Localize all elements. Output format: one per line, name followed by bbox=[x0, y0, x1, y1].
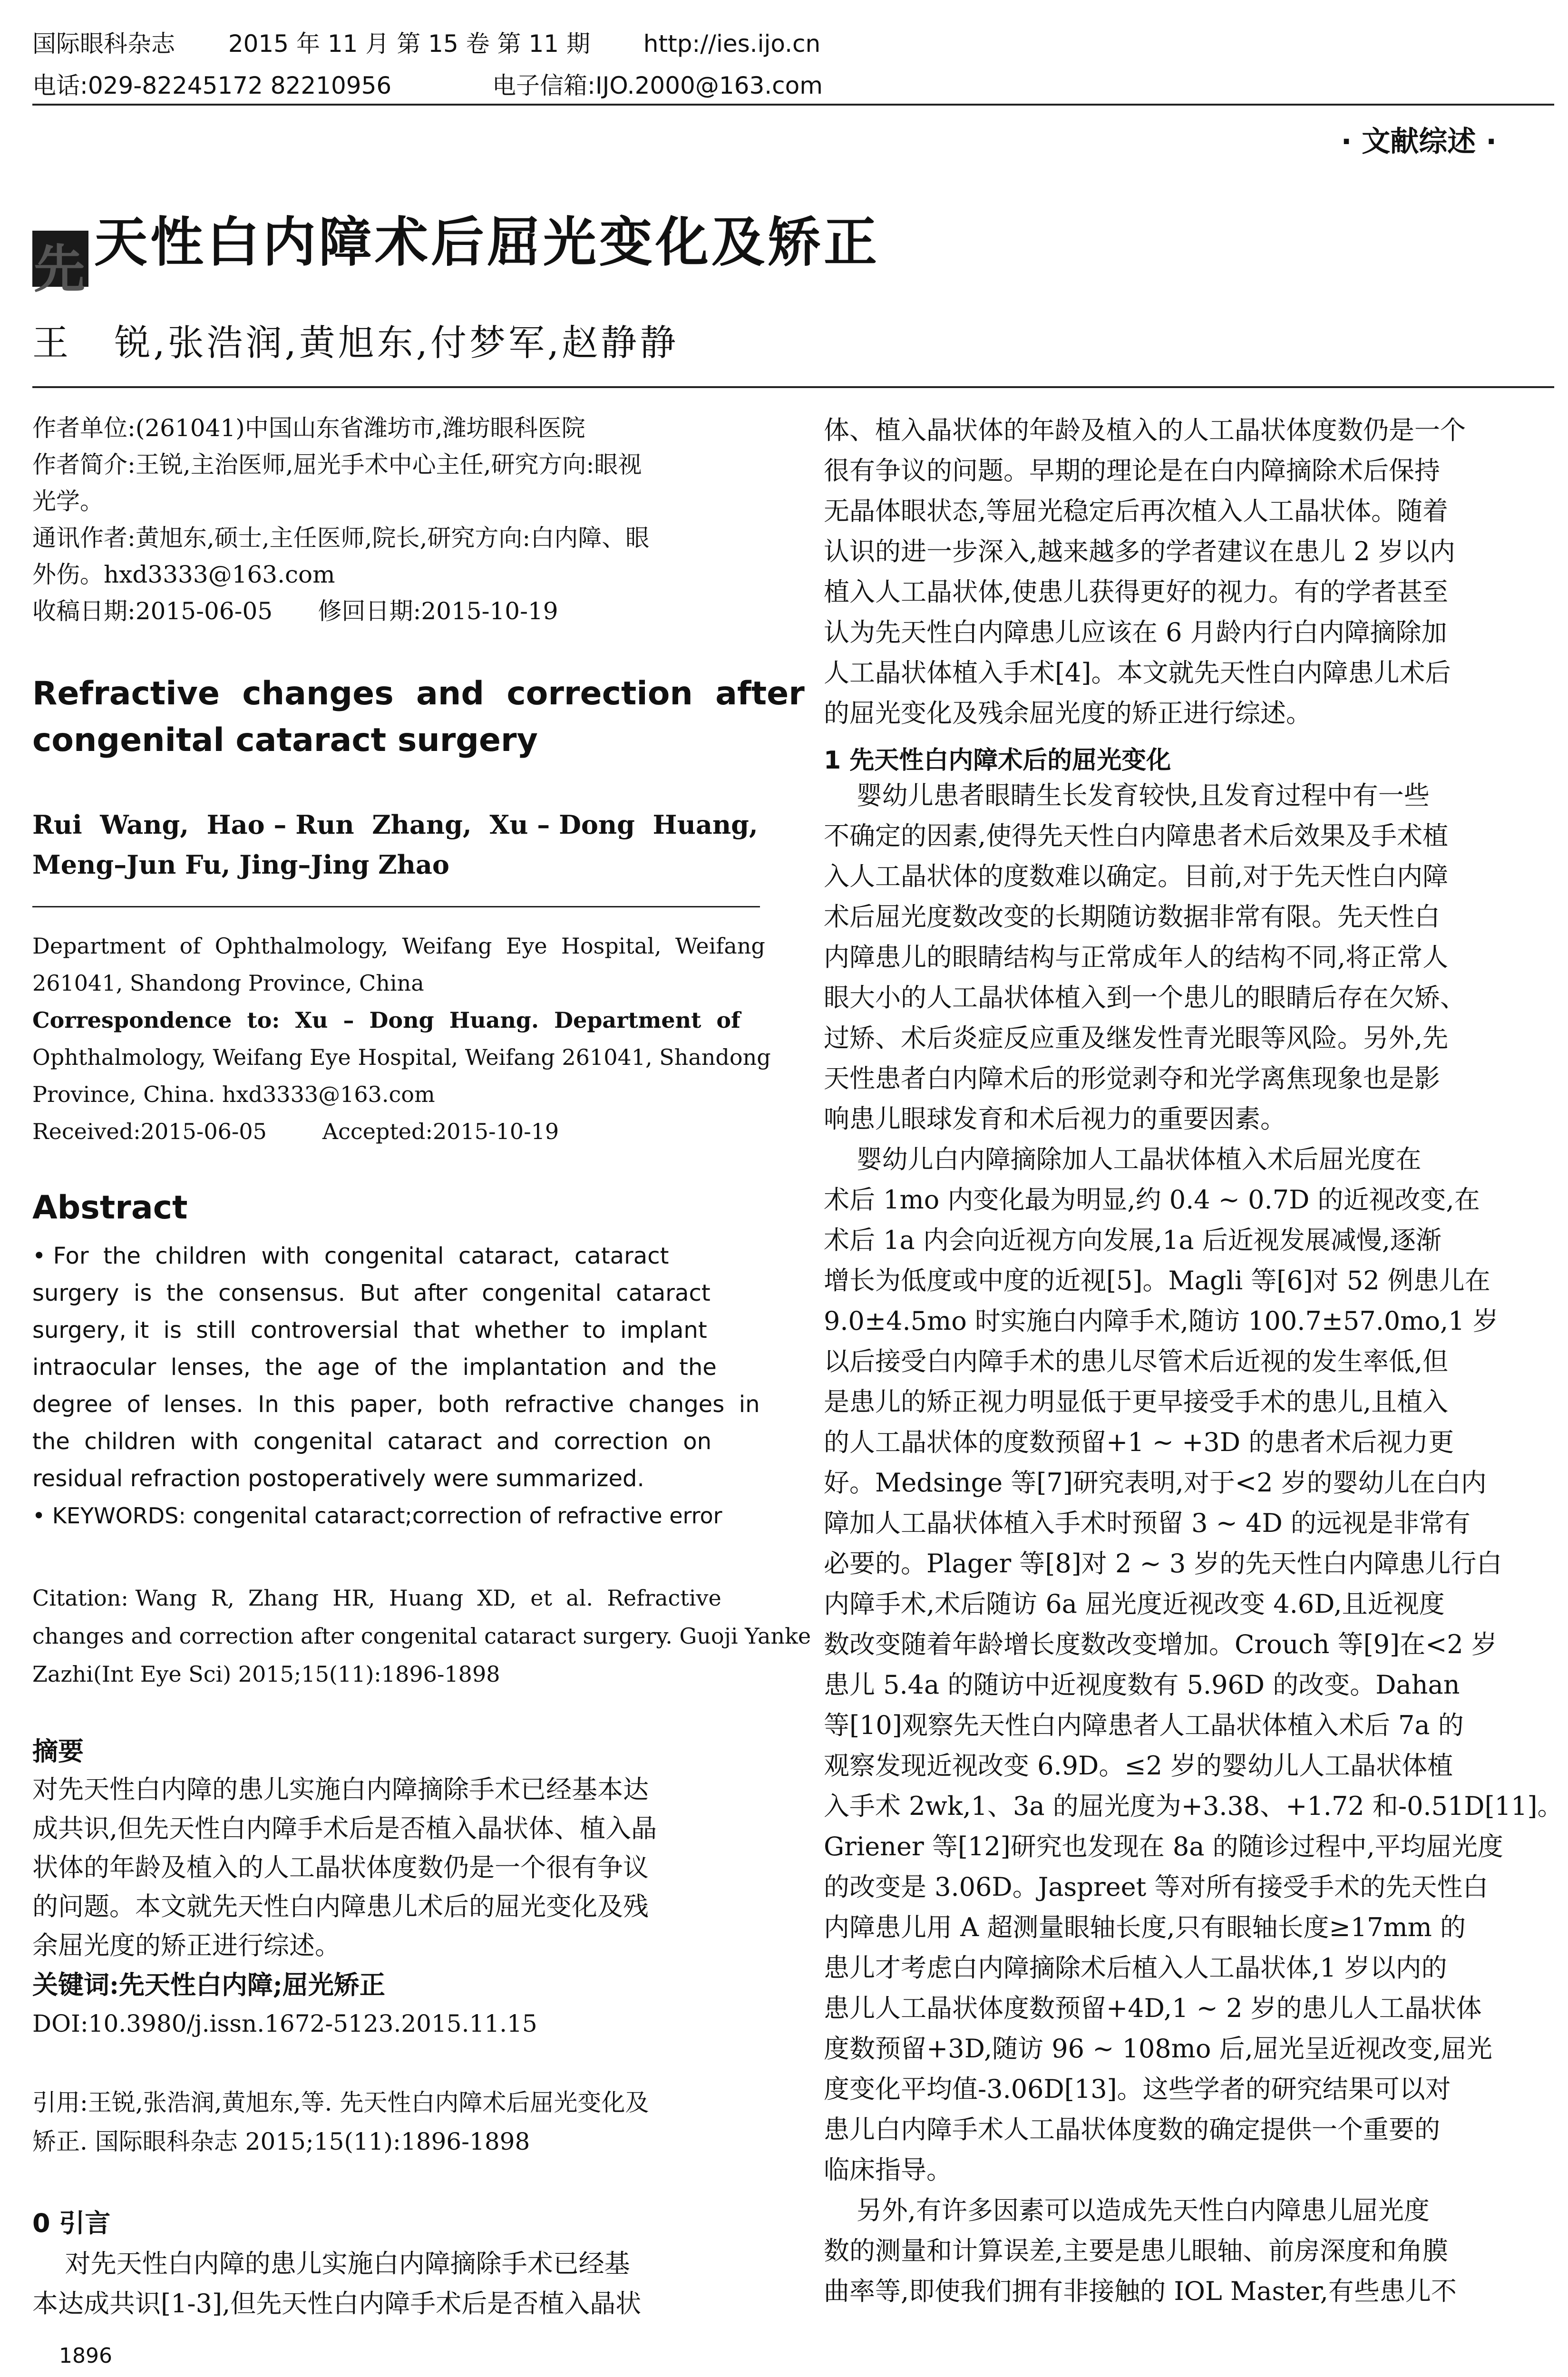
abstract-line: • For the children with congenital cataract, cataract bbox=[32, 1243, 669, 1269]
keywords-cn: 关键词:先天性白内障;屈光矫正 bbox=[32, 1969, 385, 2000]
cn-abstract-body bbox=[32, 1770, 765, 2043]
body-line: 内障患儿的眼睛结构与正常成年人的结构不同,将正常人 bbox=[824, 942, 1449, 972]
correspondence-line: Correspondence to: Xu – Dong Huang. Department of bbox=[32, 1007, 740, 1033]
body-line: 植入人工晶状体,使患儿获得更好的视力。有的学者甚至 bbox=[824, 577, 1449, 607]
citation-line: Citation: Wang R, Zhang HR, Huang XD, et al. Refractive bbox=[32, 1585, 721, 1611]
intro-line: 本达成共识[1-3],但先天性白内障手术后是否植入晶状 bbox=[32, 2289, 642, 2319]
body-line: 度变化平均值-3.06D[13]。这些学者的研究结果可以对 bbox=[824, 2074, 1451, 2104]
abstract-heading: Abstract bbox=[32, 1189, 188, 1227]
cn-abstract-heading: 摘要 bbox=[32, 1736, 84, 1766]
body-line: 术后 1mo 内变化最为明显,约 0.4 ~ 0.7D 的近视改变,在 bbox=[824, 1185, 1480, 1215]
body-line: 好。Medsinge 等[7]研究表明,对于<2 岁的婴幼儿在白内 bbox=[824, 1468, 1487, 1498]
citation-line: Zazhi(Int Eye Sci) 2015;15(11):1896-1898 bbox=[32, 1661, 500, 1687]
body-line: 眼大小的人工晶状体植入到一个患儿的眼睛后存在欠矫、 bbox=[824, 983, 1466, 1013]
affil-line: 通讯作者:黄旭东,硕士,主任医师,院长,研究方向:白内障、眼 bbox=[32, 524, 650, 552]
journal-header bbox=[32, 25, 820, 59]
body-line: 的改变是 3.06D。Jaspreet 等对所有接受手术的先天性白 bbox=[824, 1872, 1489, 1902]
english-title bbox=[32, 671, 805, 764]
body-line: 内障患儿用 A 超测量眼轴长度,只有眼轴长度≥17mm 的 bbox=[824, 1912, 1466, 1942]
journal-name: 国际眼科杂志 bbox=[32, 30, 175, 58]
english-affiliation bbox=[32, 927, 771, 1150]
body-line: 是患儿的矫正视力明显低于更早接受手术的患儿,且植入 bbox=[824, 1387, 1449, 1417]
body-line: 障加人工晶状体植入手术时预留 3 ~ 4D 的远视是非常有 bbox=[824, 1508, 1471, 1538]
abstract-line: intraocular lenses, the age of the implantation and the bbox=[32, 1354, 717, 1381]
abstract-line: surgery, it is still controversial that whether to implant bbox=[32, 1317, 707, 1344]
doi-line: DOI:10.3980/j.issn.1672-5123.2015.11.15 bbox=[32, 2010, 537, 2037]
english-authors bbox=[32, 805, 765, 885]
en-author-line: Meng–Jun Fu, Jing–Jing Zhao bbox=[32, 849, 449, 880]
body-line: 增长为低度或中度的近视[5]。Magli 等[6]对 52 例患儿在 bbox=[824, 1266, 1490, 1296]
intro-heading: 0 引言 bbox=[32, 2208, 111, 2238]
body-line: 术后 1a 内会向近视方向发展,1a 后近视发展减慢,逐渐 bbox=[824, 1225, 1441, 1255]
affil-line: 外伤。hxd3333@163.com bbox=[32, 561, 335, 588]
section-tag: · 文献综述 · bbox=[1341, 125, 1497, 158]
abstract-body bbox=[32, 1237, 765, 1534]
en-affil-line: 261041, Shandong Province, China bbox=[32, 970, 424, 996]
body-line: 度数预留+3D,随访 96 ~ 108mo 后,屈光呈近视改变,屈光 bbox=[824, 2034, 1492, 2064]
en-authors-rule bbox=[32, 906, 760, 907]
affil-line: 作者单位:(261041)中国山东省潍坊市,潍坊眼科医院 bbox=[32, 414, 585, 442]
journal-contact bbox=[32, 67, 823, 101]
cite-cn-line: 矫正. 国际眼科杂志 2015;15(11):1896-1898 bbox=[32, 2128, 530, 2155]
citation-block bbox=[32, 1579, 811, 1693]
body-line: 患儿才考虑白内障摘除术后植入人工晶状体,1 岁以内的 bbox=[824, 1953, 1447, 1983]
en-affil-line: Ophthalmology, Weifang Eye Hospital, Weifang 261041, Shandong bbox=[32, 1044, 771, 1070]
cn-abstract-line: 的问题。本文就先天性白内障患儿术后的屈光变化及残 bbox=[32, 1891, 649, 1921]
body-line: 观察发现近视改变 6.9D。≤2 岁的婴幼儿人工晶状体植 bbox=[824, 1751, 1453, 1781]
body-line: 过矫、术后炎症反应重及继发性青光眼等风险。另外,先 bbox=[824, 1023, 1449, 1053]
abstract-line: the children with congenital cataract and correction on bbox=[32, 1428, 711, 1455]
body-line: 很有争议的问题。早期的理论是在白内障摘除术后保持 bbox=[824, 456, 1440, 486]
journal-email: 电子信箱:IJO.2000@163.com bbox=[492, 72, 823, 99]
affiliation-block bbox=[32, 410, 765, 630]
title-text: 天性白内障术后屈光变化及矫正 bbox=[94, 212, 880, 273]
body-line: 婴幼儿白内障摘除加人工晶状体植入术后屈光度在 bbox=[824, 1144, 1422, 1174]
body-line: 内障手术,术后随访 6a 屈光度近视改变 4.6D,且近视度 bbox=[824, 1589, 1445, 1619]
journal-tel: 电话:029-82245172 82210956 bbox=[32, 72, 392, 99]
en-title-line: congenital cataract surgery bbox=[32, 721, 538, 759]
body-line: 认为先天性白内障患儿应该在 6 月龄内行白内障摘除加 bbox=[824, 617, 1447, 647]
body-line: 数改变随着年龄增长度数改变增加。Crouch 等[9]在<2 岁 bbox=[824, 1629, 1497, 1659]
journal-issue: 2015 年 11 月 第 15 卷 第 11 期 bbox=[228, 30, 590, 58]
authors-cn: 王 锐,张浩润,黄旭东,付梦军,赵静静 bbox=[32, 321, 679, 364]
intro-line: 对先天性白内障的患儿实施白内障摘除手术已经基 bbox=[32, 2249, 630, 2279]
section-1-heading: 1 先天性白内障术后的屈光变化 bbox=[824, 746, 1171, 775]
cn-abstract-line: 对先天性白内障的患儿实施白内障摘除手术已经基本达 bbox=[32, 1774, 649, 1804]
abstract-line: surgery is the consensus. But after congenital cataract bbox=[32, 1280, 711, 1306]
cn-abstract-line: 状体的年龄及植入的人工晶状体度数仍是一个很有争议 bbox=[32, 1852, 649, 1882]
cn-abstract-line: 成共识,但先天性白内障手术后是否植入晶状体、植入晶 bbox=[32, 1813, 657, 1843]
body-line: 另外,有许多因素可以造成先天性白内障患儿屈光度 bbox=[824, 2195, 1430, 2225]
en-affil-line: Department of Ophthalmology, Weifang Eye Hospital, Weifang bbox=[32, 933, 765, 959]
body-line: 9.0±4.5mo 时实施白内障手术,随访 100.7±57.0mo,1 岁 bbox=[824, 1306, 1499, 1336]
en-author-line: Rui Wang, Hao – Run Zhang, Xu – Dong Huang, bbox=[32, 809, 758, 840]
body-line: 认识的进一步深入,越来越多的学者建议在患儿 2 岁以内 bbox=[824, 536, 1455, 566]
body-line: 人工晶状体植入手术[4]。本文就先天性白内障患儿术后 bbox=[824, 658, 1451, 688]
body-line: 婴幼儿患者眼睛生长发育较快,且发育过程中有一些 bbox=[824, 780, 1430, 810]
header-rule bbox=[32, 104, 1554, 106]
body-line: 以后接受白内障手术的患儿尽管术后近视的发生率低,但 bbox=[824, 1346, 1449, 1376]
body-line: 响患儿眼球发育和术后视力的重要因素。 bbox=[824, 1104, 1286, 1134]
body-line: Griener 等[12]研究也发现在 8a 的随诊过程中,平均屈光度 bbox=[824, 1831, 1503, 1861]
body-line: 天性患者白内障术后的形觉剥夺和光学离焦现象也是影 bbox=[824, 1063, 1440, 1093]
body-line: 的屈光变化及残余屈光度的矫正进行综述。 bbox=[824, 698, 1312, 728]
body-line: 入人工晶状体的度数难以确定。目前,对于先天性白内障 bbox=[824, 861, 1449, 891]
intro-body bbox=[32, 2244, 765, 2324]
en-affil-line: Province, China. hxd3333@163.com bbox=[32, 1081, 435, 1107]
body-line: 的人工晶状体的度数预留+1 ~ +3D 的患者术后视力更 bbox=[824, 1427, 1454, 1457]
cite-cn-line: 引用:王锐,张浩润,黄旭东,等. 先天性白内障术后屈光变化及 bbox=[32, 2089, 649, 2116]
journal-url[interactable]: http://ies.ijo.cn bbox=[643, 30, 821, 58]
keywords-en: • KEYWORDS: congenital cataract;correction of refractive error bbox=[32, 1503, 722, 1529]
abstract-line: residual refraction postoperatively were summarized. bbox=[32, 1465, 644, 1492]
body-line: 入手术 2wk,1、3a 的屈光度为+3.38、+1.72 和-0.51D[11]。 bbox=[824, 1791, 1563, 1821]
abstract-line: degree of lenses. In this paper, both refractive changes in bbox=[32, 1391, 760, 1418]
citation-line: changes and correction after congenital cataract surgery. Guoji Yanke bbox=[32, 1623, 811, 1649]
cn-abstract-line: 余屈光度的矫正进行综述。 bbox=[32, 1930, 341, 1960]
page-title bbox=[32, 200, 880, 299]
body-line: 患儿白内障手术人工晶状体度数的确定提供一个重要的 bbox=[824, 2114, 1440, 2144]
received-line: Received:2015-06-05 Accepted:2015-10-19 bbox=[32, 1119, 559, 1144]
en-title-line: Refractive changes and correction after bbox=[32, 675, 805, 712]
body-line: 数的测量和计算误差,主要是患儿眼轴、前房深度和角膜 bbox=[824, 2236, 1449, 2266]
title-first-char-block: 先 bbox=[32, 231, 88, 287]
body-line: 必要的。Plager 等[8]对 2 ~ 3 岁的先天性白内障患儿行白 bbox=[824, 1549, 1502, 1578]
body-line: 患儿 5.4a 的随访中近视度数有 5.96D 的改变。Dahan bbox=[824, 1670, 1460, 1700]
affil-line: 收稿日期:2015-06-05 修回日期:2015-10-19 bbox=[32, 597, 558, 625]
body-line: 无晶体眼状态,等屈光稳定后再次植入人工晶状体。随着 bbox=[824, 496, 1449, 526]
title-rule bbox=[32, 386, 1554, 388]
body-line: 曲率等,即使我们拥有非接触的 IOL Master,有些患儿不 bbox=[824, 2276, 1457, 2306]
body-line: 等[10]观察先天性白内障患者人工晶状体植入术后 7a 的 bbox=[824, 1710, 1464, 1740]
right-column-intro bbox=[824, 410, 1551, 733]
affil-line: 作者简介:王锐,主治医师,屈光手术中心主任,研究方向:眼视 bbox=[32, 451, 642, 478]
body-line: 临床指导。 bbox=[824, 2155, 952, 2185]
page-number: 1896 bbox=[59, 2344, 112, 2368]
right-column-body bbox=[824, 775, 1563, 2311]
cite-cn-block bbox=[32, 2083, 765, 2161]
body-line: 体、植入晶状体的年龄及植入的人工晶状体度数仍是一个 bbox=[824, 415, 1466, 445]
body-line: 术后屈光度数改变的长期随访数据非常有限。先天性白 bbox=[824, 902, 1440, 932]
body-line: 不确定的因素,使得先天性白内障患者术后效果及手术植 bbox=[824, 821, 1449, 851]
body-line: 患儿人工晶状体度数预留+4D,1 ~ 2 岁的患儿人工晶状体 bbox=[824, 1993, 1482, 2023]
affil-line: 光学。 bbox=[32, 487, 104, 515]
